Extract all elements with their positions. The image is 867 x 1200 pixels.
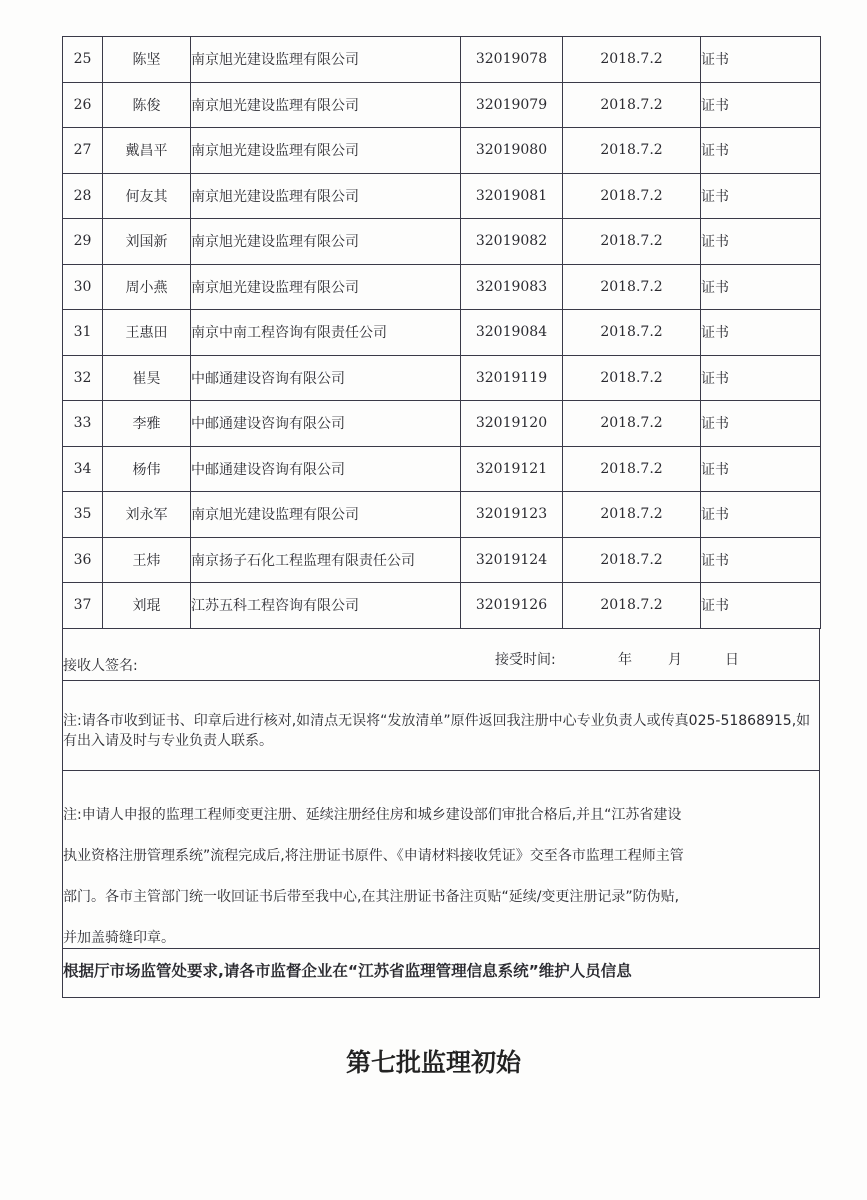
certificate-remark: 证书	[701, 401, 821, 447]
issue-date: 2018.7.2	[563, 492, 701, 538]
certificate-number: 32019080	[461, 128, 563, 174]
month-unit: 月	[668, 651, 682, 668]
issue-date: 2018.7.2	[563, 37, 701, 83]
certificate-remark: 证书	[701, 537, 821, 583]
engineer-name: 何友其	[103, 173, 191, 219]
row-number: 29	[63, 219, 103, 265]
batch-title: 第七批监理初始	[345, 1048, 521, 1077]
company-name: 南京旭光建设监理有限公司	[191, 37, 461, 83]
issue-date: 2018.7.2	[563, 583, 701, 629]
table-row	[63, 537, 821, 583]
row-number: 32	[63, 355, 103, 401]
company-name: 南京旭光建设监理有限公司	[191, 173, 461, 219]
table-row	[63, 173, 821, 219]
issue-date: 2018.7.2	[563, 537, 701, 583]
engineer-name: 王炜	[103, 537, 191, 583]
company-name: 南京旭光建设监理有限公司	[191, 128, 461, 174]
issue-date: 2018.7.2	[563, 446, 701, 492]
row-number: 27	[63, 128, 103, 174]
company-name: 中邮通建设咨询有限公司	[191, 401, 461, 447]
certificate-number: 32019081	[461, 173, 563, 219]
verification-note: 注:请各市收到证书、印章后进行核对,如清点无误将“发放清单”原件返回我注册中心专业负责人或传真025-51868915,如有出入请及时与专业负责人联系。	[62, 681, 820, 771]
certificate-number: 32019120	[461, 401, 563, 447]
company-name: 南京旭光建设监理有限公司	[191, 492, 461, 538]
table-row	[63, 128, 821, 174]
company-name: 南京中南工程咨询有限责任公司	[191, 310, 461, 356]
issue-date: 2018.7.2	[563, 82, 701, 128]
table-row	[63, 37, 821, 83]
table-row	[63, 310, 821, 356]
table-row	[63, 264, 821, 310]
engineer-name: 刘国新	[103, 219, 191, 265]
certificate-remark: 证书	[701, 492, 821, 538]
row-number: 36	[63, 537, 103, 583]
registration-note-line: 部门。各市主管部门统一收回证书后带至我中心,在其注册证书备注页贴“延续/变更注册记录”防伪贴,	[63, 888, 680, 905]
certificate-remark: 证书	[701, 264, 821, 310]
table-body	[63, 37, 821, 629]
company-name: 中邮通建设咨询有限公司	[191, 355, 461, 401]
certificate-number: 32019082	[461, 219, 563, 265]
issue-date: 2018.7.2	[563, 355, 701, 401]
certificate-number: 32019084	[461, 310, 563, 356]
engineer-name: 王惠田	[103, 310, 191, 356]
signature-label: 接收人签名:	[63, 657, 138, 674]
system-maintenance-notice: 根据厅市场监管处要求,请各市监督企业在“江苏省监理管理信息系统”维护人员信息	[62, 948, 820, 998]
receipt-row	[62, 629, 820, 681]
receipt-time-label: 接受时间:	[495, 651, 556, 668]
certificate-number: 32019123	[461, 492, 563, 538]
certificate-number: 32019121	[461, 446, 563, 492]
certificate-number: 32019124	[461, 537, 563, 583]
certificate-remark: 证书	[701, 173, 821, 219]
issue-date: 2018.7.2	[563, 173, 701, 219]
engineer-name: 陈坚	[103, 37, 191, 83]
certificate-remark: 证书	[701, 583, 821, 629]
table-row	[63, 82, 821, 128]
engineer-name: 陈俊	[103, 82, 191, 128]
certificate-number: 32019078	[461, 37, 563, 83]
row-number: 35	[63, 492, 103, 538]
issuance-list	[62, 36, 820, 998]
certificate-number: 32019119	[461, 355, 563, 401]
engineer-name: 刘永军	[103, 492, 191, 538]
row-number: 28	[63, 173, 103, 219]
certificate-number: 32019126	[461, 583, 563, 629]
engineer-name: 戴昌平	[103, 128, 191, 174]
certificate-number: 32019083	[461, 264, 563, 310]
year-unit: 年	[618, 651, 632, 668]
table-row	[63, 446, 821, 492]
registration-note-line: 执业资格注册管理系统”流程完成后,将注册证书原件、《申请材料接收凭证》交至各市监理工程师主管	[63, 847, 684, 864]
registration-note-line: 注:申请人申报的监理工程师变更注册、延续注册经住房和城乡建设部们审批合格后,并且“江苏省建设	[63, 806, 682, 823]
certificate-remark: 证书	[701, 128, 821, 174]
engineer-name: 刘琨	[103, 583, 191, 629]
certificate-remark: 证书	[701, 446, 821, 492]
row-number: 25	[63, 37, 103, 83]
certificate-remark: 证书	[701, 82, 821, 128]
engineer-name: 崔昊	[103, 355, 191, 401]
engineer-name: 李雅	[103, 401, 191, 447]
issue-date: 2018.7.2	[563, 401, 701, 447]
table-row	[63, 219, 821, 265]
row-number: 30	[63, 264, 103, 310]
table-row	[63, 401, 821, 447]
day-unit: 日	[725, 651, 739, 668]
row-number: 26	[63, 82, 103, 128]
table-row	[63, 583, 821, 629]
issue-date: 2018.7.2	[563, 264, 701, 310]
registration-note-line: 并加盖骑缝印章。	[63, 929, 175, 946]
issue-date: 2018.7.2	[563, 310, 701, 356]
issue-date: 2018.7.2	[563, 219, 701, 265]
engineer-name: 杨伟	[103, 446, 191, 492]
table-row	[63, 492, 821, 538]
certificate-remark: 证书	[701, 37, 821, 83]
company-name: 南京旭光建设监理有限公司	[191, 219, 461, 265]
company-name: 南京旭光建设监理有限公司	[191, 82, 461, 128]
company-name: 南京旭光建设监理有限公司	[191, 264, 461, 310]
engineer-name: 周小燕	[103, 264, 191, 310]
registration-note	[62, 771, 820, 948]
certificate-remark: 证书	[701, 310, 821, 356]
company-name: 中邮通建设咨询有限公司	[191, 446, 461, 492]
row-number: 37	[63, 583, 103, 629]
company-name: 江苏五科工程咨询有限公司	[191, 583, 461, 629]
certificate-number: 32019079	[461, 82, 563, 128]
certificate-table	[62, 36, 821, 629]
table-row	[63, 355, 821, 401]
certificate-remark: 证书	[701, 219, 821, 265]
certificate-remark: 证书	[701, 355, 821, 401]
row-number: 34	[63, 446, 103, 492]
company-name: 南京扬子石化工程监理有限责任公司	[191, 537, 461, 583]
row-number: 33	[63, 401, 103, 447]
issue-date: 2018.7.2	[563, 128, 701, 174]
row-number: 31	[63, 310, 103, 356]
